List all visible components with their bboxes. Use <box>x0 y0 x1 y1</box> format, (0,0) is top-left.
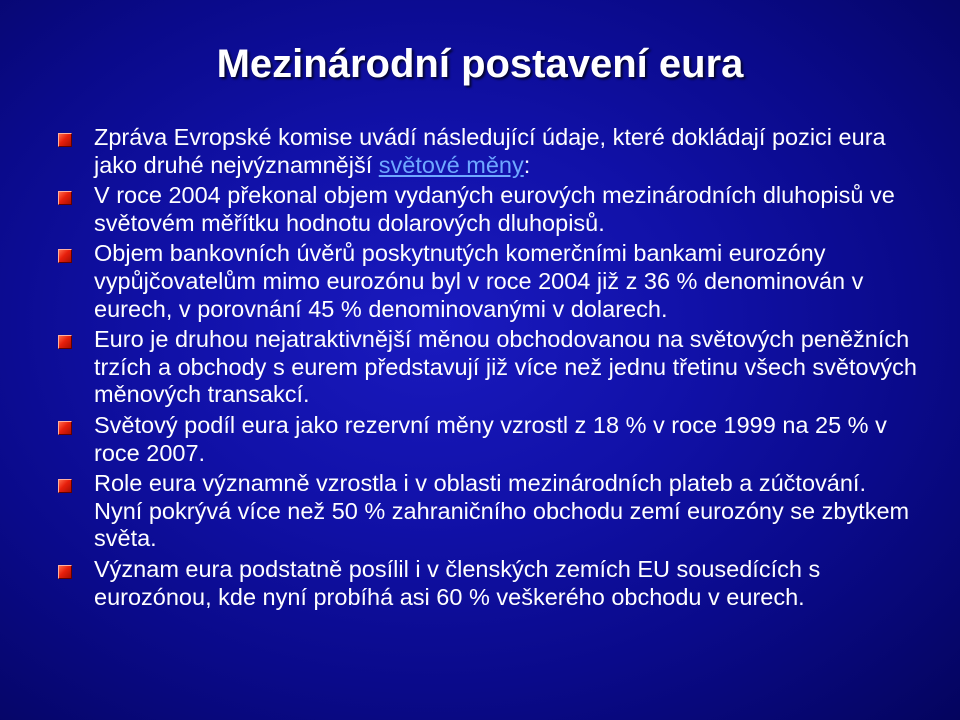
bullet-text: Euro je druhou nejatraktivnější měnou obchodovanou na světových peněžních trzích a obchody s eurem představují již více než jednu třetinu všech světových měnových transakcí. <box>94 326 917 408</box>
square-bullet-icon <box>58 249 72 263</box>
square-bullet-icon <box>58 479 72 493</box>
bullet-item-bonds <box>58 182 918 237</box>
bullet-text: Světový podíl eura jako rezervní měny vzrostl z 18 % v roce 1999 na 25 % v roce 2007. <box>94 411 887 466</box>
bullet-text: Význam eura podstatně posílil i v členských zemích EU sousedících s eurozónou, kde nyní probíhá asi 60 % veškerého obchodu v eurech. <box>94 555 821 610</box>
square-bullet-icon <box>58 133 72 147</box>
bullet-text-suffix: : <box>523 151 531 178</box>
bullet-item-payments <box>58 470 918 553</box>
square-bullet-icon <box>58 191 72 205</box>
world-currency-link[interactable]: světové měny <box>378 151 524 178</box>
square-bullet-icon <box>58 565 72 579</box>
square-bullet-icon <box>58 421 72 435</box>
bullet-item-intro <box>58 124 918 179</box>
square-bullet-icon <box>58 335 72 349</box>
bullet-item-reserve-currency <box>58 412 918 467</box>
bullet-item-bank-loans <box>58 240 918 323</box>
bullet-text: Objem bankovních úvěrů poskytnutých komerčními bankami eurozóny vypůjčovatelům mimo eurozónu byl v roce 2004 již z 36 % denominován v eurech, v porovnání 45 % denominovanými v dolarech. <box>94 240 864 322</box>
bullet-item-eu-neighbours <box>58 556 918 611</box>
bullet-list <box>58 124 918 614</box>
bullet-text: Zpráva Evropské komise uvádí následující údaje, které dokládají pozici eura jako druhé nejvýznamnější <box>94 124 886 178</box>
bullet-item-money-markets <box>58 326 918 409</box>
slide-title: Mezinárodní postavení eura <box>216 42 744 86</box>
bullet-text: Role eura významně vzrostla i v oblasti mezinárodních plateb a zúčtování. Nyní pokrývá více než 50 % zahraničního obchodu zemí eurozóny se zbytkem světa. <box>94 470 910 552</box>
bullet-text: V roce 2004 překonal objem vydaných eurových mezinárodních dluhopisů ve světovém měřítku hodnotu dolarových dluhopisů. <box>94 182 895 236</box>
